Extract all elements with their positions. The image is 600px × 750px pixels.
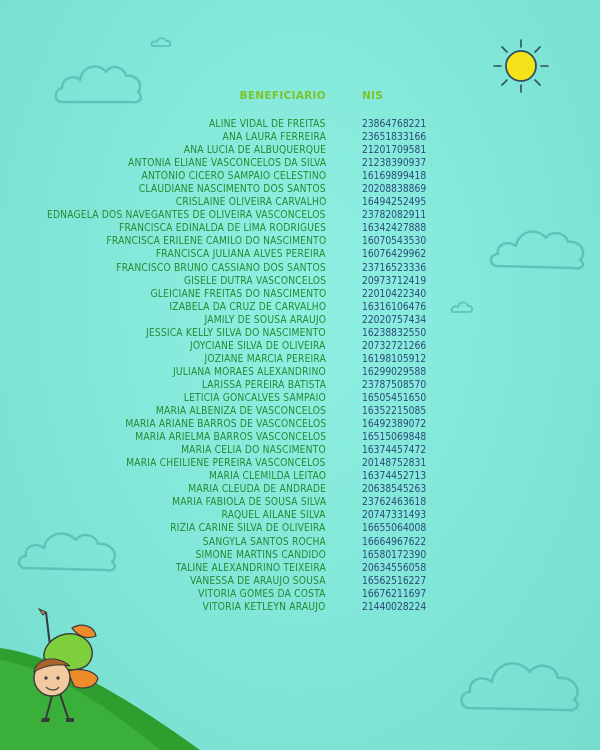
beneficiary-name: ANTONIA ELIANE VASCONCELOS DA SILVA	[127, 158, 326, 170]
beneficiary-nis: 16505451650	[362, 392, 427, 404]
beneficiary-name: JAMILY DE SOUSA ARAUJO	[204, 314, 326, 326]
beneficiary-nis: 23787508570	[362, 379, 427, 391]
beneficiary-nis: 23716523336	[362, 262, 427, 274]
beneficiary-nis: 16238832550	[362, 327, 427, 339]
beneficiary-name: VITORIA GOMES DA COSTA	[198, 588, 326, 600]
beneficiary-name: JOZIANE MARCIA PEREIRA	[204, 353, 326, 365]
list-item	[0, 340, 600, 353]
list-item	[0, 353, 600, 366]
list-item	[0, 522, 600, 535]
beneficiary-nis: 23864768221	[362, 119, 427, 130]
beneficiary-list	[0, 118, 600, 614]
beneficiary-name: CLAUDIANE NASCIMENTO DOS SANTOS	[138, 184, 326, 196]
beneficiary-nis: 23651833166	[362, 132, 427, 144]
beneficiary-name: FRANCISCA EDINALDA DE LIMA RODRIGUES	[118, 223, 326, 235]
beneficiary-nis: 16342427888	[362, 223, 427, 235]
cloud-icon	[150, 36, 172, 48]
beneficiary-nis: 20638545263	[362, 484, 427, 496]
list-item	[0, 196, 600, 209]
beneficiary-nis: 16374457472	[362, 445, 427, 457]
beneficiary-nis: 20148752831	[362, 458, 427, 470]
list-item	[0, 457, 600, 470]
beneficiary-name: TALINE ALEXANDRINO TEIXEIRA	[175, 562, 326, 574]
beneficiary-nis: 16374452713	[362, 471, 427, 483]
beneficiary-name: FRANCISCO BRUNO CASSIANO DOS SANTOS	[116, 262, 326, 274]
list-item	[0, 562, 600, 575]
cloud-icon	[458, 640, 588, 716]
beneficiary-name: MARIA FABIOLA DE SOUSA SILVA	[171, 497, 326, 509]
list-item	[0, 366, 600, 379]
beneficiary-name: RAQUEL AILANE SILVA	[222, 510, 326, 522]
beneficiary-name: IZABELA DA CRUZ DE CARVALHO	[169, 301, 326, 313]
beneficiary-name: MARIA ARIELMA BARROS VASCONCELOS	[134, 432, 326, 444]
beneficiary-nis: 16580172390	[362, 549, 427, 561]
beneficiary-name: FRANCISCA JULIANA ALVES PEREIRA	[156, 249, 326, 261]
beneficiary-name: EDNAGELA DOS NAVEGANTES DE OLIVEIRA VASCONCELOS	[47, 210, 326, 222]
beneficiary-name: SIMONE MARTINS CANDIDO	[195, 549, 326, 561]
beneficiary-nis: 16198105912	[362, 353, 427, 365]
beneficiary-name: LETICIA GONCALVES SAMPAIO	[183, 392, 326, 404]
beneficiary-nis: 23762463618	[362, 497, 427, 509]
beneficiary-nis: 20634556058	[362, 562, 427, 574]
beneficiary-name: JESSICA KELLY SILVA DO NASCIMENTO	[146, 327, 326, 339]
beneficiary-name: MARIA CLEUDA DE ANDRADE	[188, 484, 326, 496]
beneficiary-name: VANESSA DE ARAUJO SOUSA	[190, 575, 326, 587]
beneficiary-name: ALINE VIDAL DE FREITAS	[209, 119, 326, 130]
list-item	[0, 483, 600, 496]
list-item	[0, 575, 600, 588]
beneficiary-nis: 16515069848	[362, 432, 427, 444]
beneficiary-nis: 22010422340	[362, 288, 427, 300]
list-item	[0, 431, 600, 444]
beneficiary-nis: 16076429962	[362, 249, 427, 261]
list-item	[0, 144, 600, 157]
list-item	[0, 118, 600, 131]
beneficiary-name: MARIA CHEILIENE PEREIRA VASCONCELOS	[126, 458, 326, 470]
list-item	[0, 157, 600, 170]
list-item	[0, 235, 600, 248]
beneficiary-name: MARIA CELIA DO NASCIMENTO	[181, 445, 326, 457]
beneficiary-nis: 16352215085	[362, 406, 427, 418]
list-item	[0, 549, 600, 562]
list-item	[0, 131, 600, 144]
beneficiary-nis: 16492389072	[362, 419, 427, 431]
beneficiary-nis: 16316106476	[362, 301, 427, 313]
beneficiary-name: ANTONIO CICERO SAMPAIO CELESTINO	[141, 171, 326, 183]
column-header-nis: NIS	[362, 90, 384, 102]
list-item	[0, 509, 600, 522]
beneficiary-nis: 20973712419	[362, 275, 427, 287]
beneficiary-nis: 16169899418	[362, 171, 427, 183]
beneficiary-nis: 23782082911	[362, 210, 427, 222]
beneficiary-name: MARIA ARIANE BARROS DE VASCONCELOS	[124, 419, 326, 431]
beneficiary-nis: 16664967622	[362, 536, 427, 548]
beneficiary-name: ANA LUCIA DE ALBUQUERQUE	[183, 145, 326, 157]
beneficiary-name: SANGYLA SANTOS ROCHA	[202, 536, 326, 548]
sun-icon	[488, 36, 554, 96]
beneficiary-name: GLEICIANE FREITAS DO NASCIMENTO	[150, 288, 326, 300]
list-item	[0, 405, 600, 418]
list-item	[0, 248, 600, 261]
beneficiary-nis: 20732721266	[362, 340, 427, 352]
list-item	[0, 601, 600, 614]
beneficiary-name: GISELE DUTRA VASCONCELOS	[183, 275, 326, 287]
list-item	[0, 209, 600, 222]
list-item	[0, 418, 600, 431]
list-item	[0, 183, 600, 196]
cloud-icon	[52, 40, 147, 112]
beneficiary-nis: 16299029588	[362, 366, 427, 378]
list-item	[0, 170, 600, 183]
beneficiary-name: VITORIA KETLEYN ARAUJO	[203, 601, 326, 613]
beneficiary-name: MARIA CLEMILDA LEITAO	[208, 471, 326, 483]
list-item	[0, 444, 600, 457]
list-item	[0, 275, 600, 288]
list-item	[0, 314, 600, 327]
list-item	[0, 588, 600, 601]
beneficiary-nis: 21201709581	[362, 145, 427, 157]
list-item	[0, 327, 600, 340]
list-item	[0, 301, 600, 314]
list-item	[0, 222, 600, 235]
list-item	[0, 392, 600, 405]
column-header-beneficiary: BENEFICIARIO	[239, 90, 326, 102]
beneficiary-nis: 16494252495	[362, 197, 427, 209]
beneficiary-name: RIZIA CARINE SILVA DE OLIVEIRA	[170, 523, 326, 535]
beneficiary-name: FRANCISCA ERILENE CAMILO DO NASCIMENTO	[106, 236, 326, 248]
list-item	[0, 536, 600, 549]
beneficiary-nis: 20208838869	[362, 184, 427, 196]
beneficiary-name: LARISSA PEREIRA BATISTA	[201, 379, 326, 391]
beneficiary-nis: 16562516227	[362, 575, 427, 587]
beneficiary-nis: 16676211697	[362, 588, 427, 600]
beneficiary-name: JULIANA MORAES ALEXANDRINO	[173, 366, 326, 378]
beneficiary-nis: 20747331493	[362, 510, 427, 522]
beneficiary-name: CRISLAINE OLIVEIRA CARVALHO	[175, 197, 326, 209]
beneficiary-name: MARIA ALBENIZA DE VASCONCELOS	[155, 406, 326, 418]
beneficiary-nis: 16655064008	[362, 523, 427, 535]
list-item	[0, 379, 600, 392]
child-illustration	[16, 606, 106, 726]
list-item	[0, 262, 600, 275]
beneficiary-name: ANA LAURA FERREIRA	[222, 132, 326, 144]
beneficiary-name: JOYCIANE SILVA DE OLIVEIRA	[190, 340, 326, 352]
list-item	[0, 470, 600, 483]
beneficiary-nis: 21440028224	[362, 601, 427, 613]
list-item	[0, 496, 600, 509]
beneficiary-nis: 16070543530	[362, 236, 427, 248]
list-item	[0, 288, 600, 301]
beneficiary-nis: 22020757434	[362, 314, 427, 326]
beneficiary-nis: 21238390937	[362, 158, 427, 170]
